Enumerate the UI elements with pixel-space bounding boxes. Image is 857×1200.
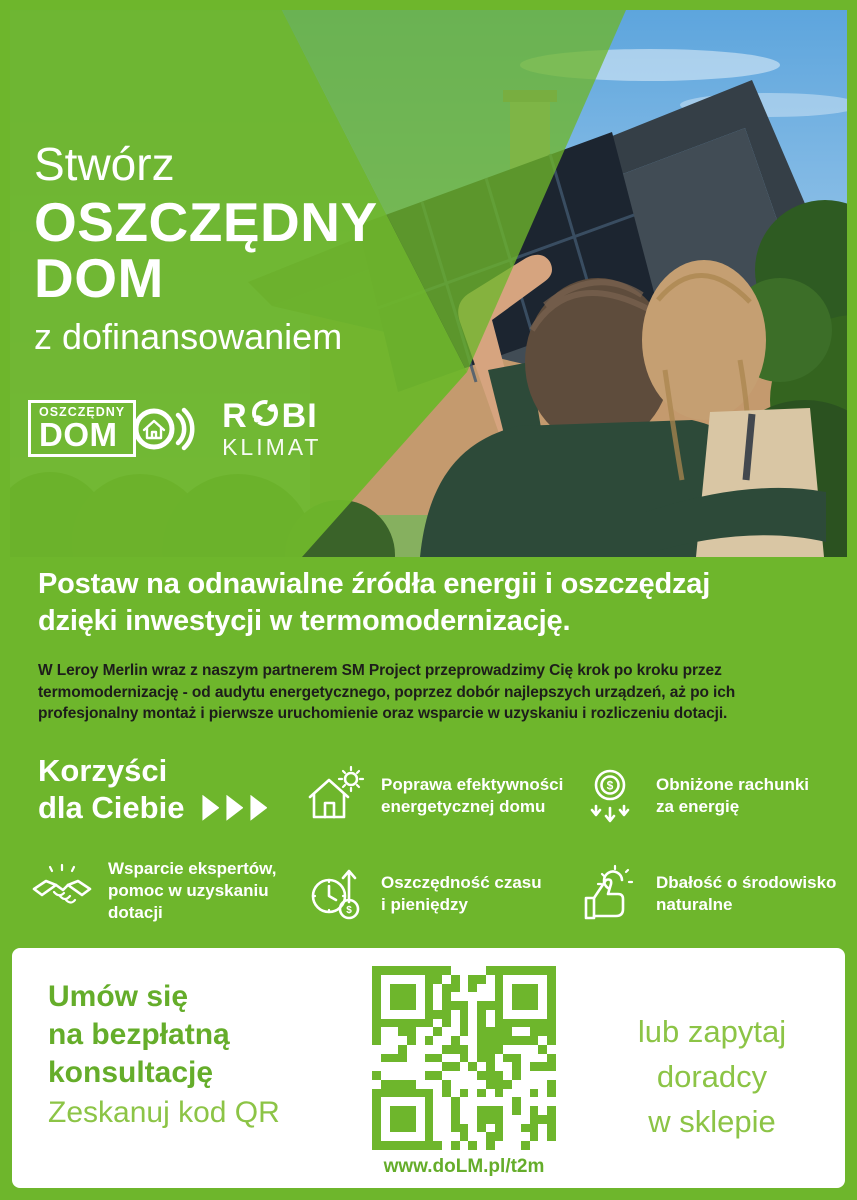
robi-part2: BI xyxy=(281,397,318,435)
robi-klimat-logo xyxy=(222,398,321,459)
qr-url: www.doLM.pl/t2m xyxy=(383,1156,545,1177)
benefit-item-save-time-money xyxy=(303,862,575,926)
qr-code xyxy=(372,966,556,1150)
hero-text xyxy=(34,136,378,358)
handshake-icon xyxy=(30,859,94,923)
klimat-label: KLIMAT xyxy=(222,434,322,460)
oszczedny-dom-logo-bottom: DOM xyxy=(39,415,118,453)
triple-arrow-icon xyxy=(202,795,267,821)
benefit-label: Poprawa efektywności energetycznej domu xyxy=(381,775,564,816)
hero-title-line1: OSZCZĘDNY xyxy=(34,190,378,253)
house-sun-icon xyxy=(303,764,367,828)
logo-row xyxy=(28,398,321,459)
cta-subtitle: Zeskanuj kod QR xyxy=(48,1096,280,1129)
benefit-label: Dbałość o środowisko naturalne xyxy=(656,873,837,914)
benefit-label: Oszczędność czasu i pieniędzy xyxy=(381,873,542,914)
cta-title: Umów się na bezpłatną konsultację xyxy=(48,980,230,1090)
benefits-title xyxy=(38,752,267,826)
qr-block xyxy=(364,966,564,1178)
svg-text:$: $ xyxy=(346,905,352,916)
robi-part1: R xyxy=(222,397,248,435)
benefit-item-lower-bills xyxy=(578,764,846,828)
svg-text:$: $ xyxy=(606,778,614,793)
house-sound-circle-icon xyxy=(130,402,196,456)
hero-title-line2: DOM xyxy=(34,246,164,309)
cta-card xyxy=(12,948,845,1188)
benefit-item-expert-support xyxy=(30,858,298,923)
benefit-label: Wsparcie ekspertów, pomoc w uzyskaniu dotacji xyxy=(108,859,277,922)
benefit-label: Obniżone rachunki za energię xyxy=(656,775,810,816)
benefit-item-environment xyxy=(578,862,846,926)
intro-heading-line1: Postaw na odnawialne źródła energii i oszczędzaj xyxy=(38,568,711,600)
coin-arrows-icon xyxy=(578,764,642,828)
hero-subtitle: z dofinansowaniem xyxy=(34,315,343,357)
cta-aside: lub zapytaj doradcy w sklepie xyxy=(637,1014,787,1139)
intro-heading xyxy=(38,566,838,640)
leaf-ring-icon xyxy=(250,398,280,434)
hero-kicker: Stwórz xyxy=(34,138,175,190)
thumb-sun-icon xyxy=(578,862,642,926)
intro-body: W Leroy Merlin wraz z naszym partnerem SM Project przeprowadzimy Cię krok po kroku przez termomodernizację - od audytu energetycznego, poprzez dobór najlepszych urządzeń, aż po ich profesjonalny montaż i pierwsze uruchomienie oraz wsparcie w uzyskaniu i rozliczeniu dotacji. xyxy=(38,662,736,723)
oszczedny-dom-logo xyxy=(28,400,136,457)
benefits-title-line1: Korzyści xyxy=(38,753,168,788)
benefit-item-efficiency xyxy=(303,764,575,828)
oszczedny-dom-logo-top: OSZCZĘDNY xyxy=(39,404,126,419)
clock-money-icon xyxy=(303,862,367,926)
benefits-title-line2: dla Ciebie xyxy=(38,790,185,826)
intro-heading-line2: dzięki inwestycji w termomodernizację. xyxy=(38,604,571,637)
